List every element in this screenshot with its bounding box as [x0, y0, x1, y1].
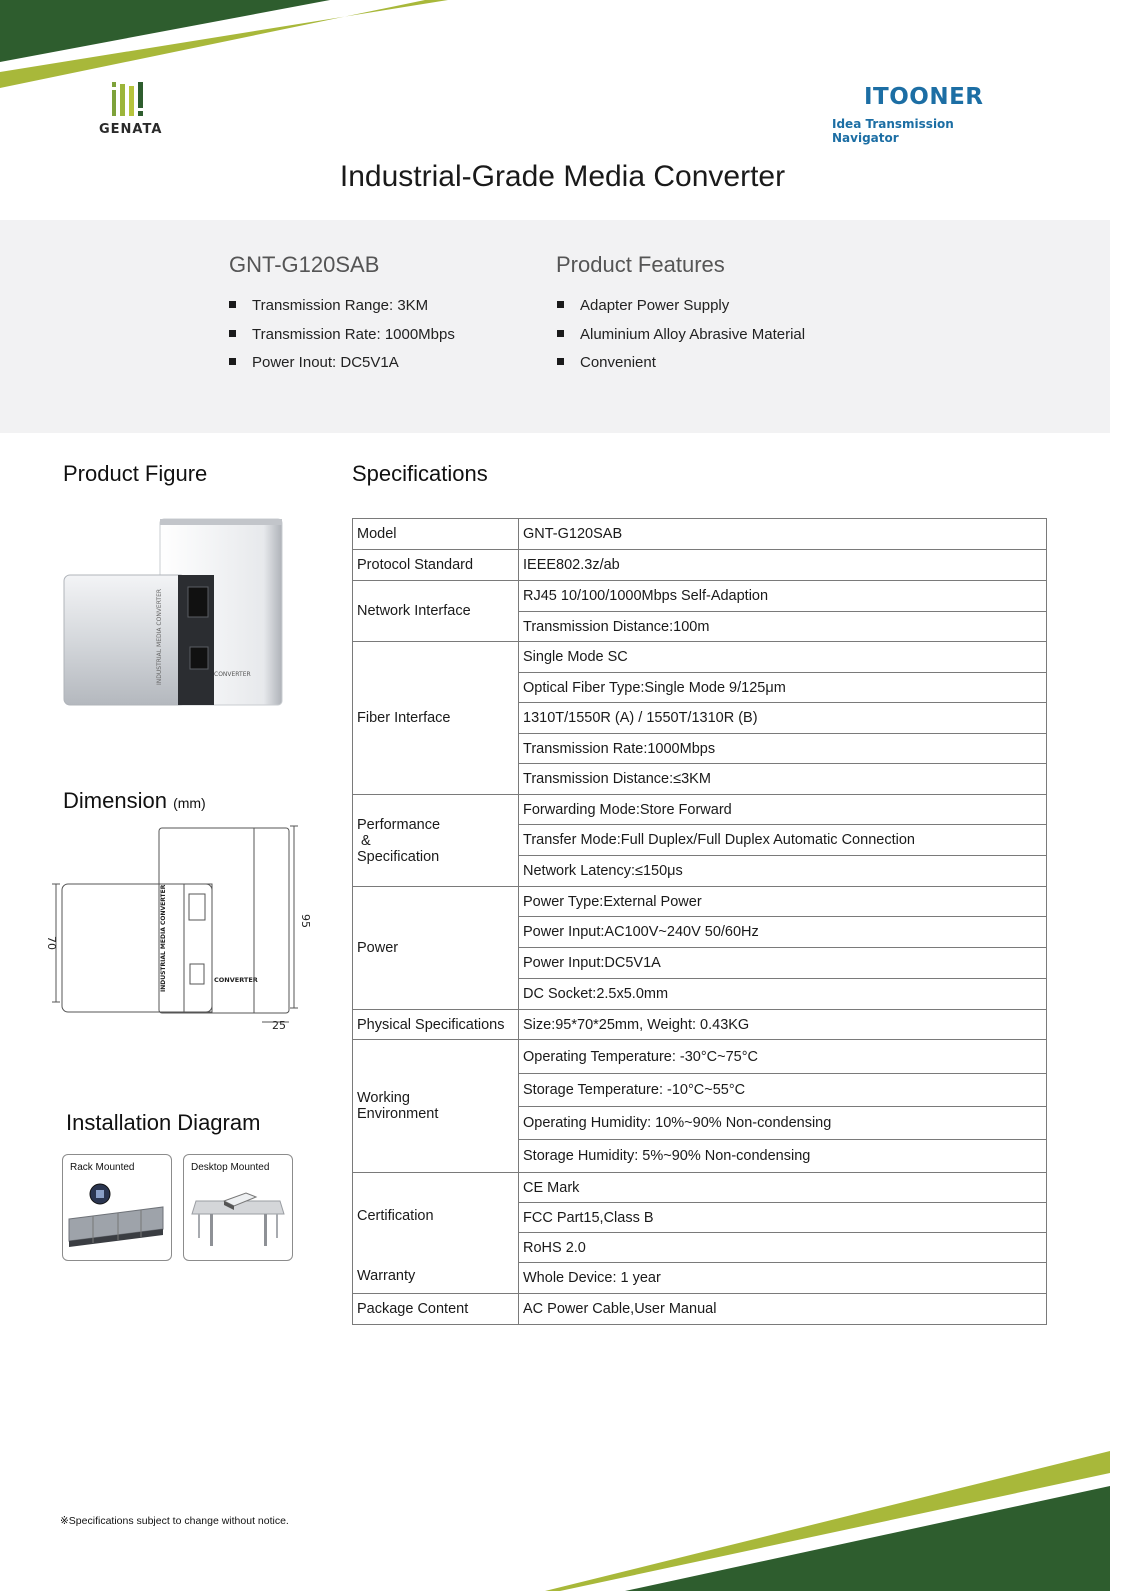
- top-decor-stripes: [0, 0, 460, 95]
- rj45-port-bottom: [190, 647, 208, 669]
- product-figure-heading: Product Figure: [63, 461, 208, 486]
- spec-key-line: Environment: [357, 1106, 439, 1122]
- product-photo: [60, 515, 300, 715]
- spec-value: Forwarding Mode:Store Forward: [519, 795, 1047, 825]
- spec-key: Fiber Interface: [353, 642, 519, 795]
- table-row: [353, 642, 1047, 673]
- spec-key: Protocol Standard: [353, 550, 519, 581]
- table-row: [353, 1040, 1047, 1074]
- genata-logo: [96, 82, 166, 138]
- overview-band: [0, 220, 1110, 433]
- device-side-label: INDUSTRIAL MEDIA CONVERTER: [156, 588, 163, 685]
- bottom-dark-green-stripe: [625, 1486, 1110, 1591]
- dim-depth-value: 25: [272, 1019, 286, 1032]
- rack-mounted-card: [62, 1154, 172, 1261]
- table-row: [353, 1173, 1047, 1203]
- spec-value: FCC Part15,Class B: [519, 1203, 1047, 1233]
- list-item: [557, 354, 805, 383]
- table-row: [353, 550, 1047, 581]
- spec-key-warranty: Warranty: [357, 1268, 416, 1284]
- list-item: [229, 354, 455, 383]
- feature-text: Aluminium Alloy Abrasive Material: [580, 325, 806, 343]
- spec-key: Network Interface: [353, 581, 519, 642]
- spec-key: [353, 1040, 519, 1173]
- spec-value: Single Mode SC: [519, 642, 1047, 673]
- spec-value: Operating Humidity: 10%~90% Non-condensing: [519, 1107, 1047, 1140]
- table-row: [353, 795, 1047, 825]
- features-heading: Product Features: [556, 252, 725, 277]
- spec-value: RoHS 2.0: [519, 1233, 1047, 1263]
- spec-key: Physical Specifications: [353, 1010, 519, 1040]
- spec-key: [353, 795, 519, 887]
- dim-width-value: 70: [45, 936, 58, 950]
- spec-value: Transmission Rate:1000Mbps: [519, 734, 1047, 764]
- spec-value: Storage Temperature: -10°C~55°C: [519, 1074, 1047, 1107]
- port-outline-bottom: [190, 964, 204, 984]
- square-bullet-icon: [229, 301, 236, 308]
- features-list: [557, 297, 805, 383]
- list-item: [229, 297, 455, 326]
- spec-value: Operating Temperature: -30°C~75°C: [519, 1040, 1047, 1074]
- specifications-table: [352, 518, 1047, 1325]
- dimension-unit: (mm): [173, 795, 206, 811]
- footnote: ※Specifications subject to change without notice.: [60, 1515, 289, 1527]
- spec-value: Whole Device: 1 year: [519, 1263, 1047, 1294]
- list-item: [557, 326, 805, 355]
- spec-value: Storage Humidity: 5%~90% Non-condensing: [519, 1140, 1047, 1173]
- rj45-port-top: [188, 587, 208, 617]
- square-bullet-icon: [229, 330, 236, 337]
- bottom-decor-stripes: [545, 1451, 1125, 1591]
- desktop-mounted-card: [183, 1154, 293, 1261]
- dimension-heading: [63, 788, 206, 814]
- desktop-illustration: [184, 1179, 292, 1259]
- model-point-text: Power Inout: DC5V1A: [252, 354, 399, 371]
- spec-value: GNT-G120SAB: [519, 519, 1047, 550]
- spec-value: 1310T/1550R (A) / 1550T/1310R (B): [519, 703, 1047, 734]
- spec-key-line: Performance: [357, 816, 441, 833]
- rack-illustration: [63, 1179, 171, 1259]
- spec-key-certification: Certification: [357, 1208, 434, 1224]
- spec-value: CE Mark: [519, 1173, 1047, 1203]
- spec-value: RJ45 10/100/1000Mbps Self-Adaption: [519, 581, 1047, 612]
- device-front-label: CONVERTER: [214, 671, 251, 678]
- square-bullet-icon: [557, 330, 564, 337]
- spec-key-line: &: [357, 832, 371, 849]
- model-point-text: Transmission Range: 3KM: [252, 297, 429, 314]
- model-heading: GNT-G120SAB: [229, 252, 380, 277]
- spec-key-line: Specification: [357, 848, 440, 865]
- spec-value: Power Input:DC5V1A: [519, 948, 1047, 979]
- dim-side-label: INDUSTRIAL MEDIA CONVERTER: [160, 884, 167, 992]
- dimension-heading-text: Dimension: [63, 788, 167, 813]
- dimension-drawing: [44, 822, 314, 1037]
- square-bullet-icon: [229, 358, 236, 365]
- spec-value: Transfer Mode:Full Duplex/Full Duplex Automatic Connection: [519, 825, 1047, 856]
- spec-value: Transmission Distance:100m: [519, 612, 1047, 642]
- itooner-logo-text: ITOONER: [864, 84, 984, 110]
- itooner-tagline: Idea Transmission Navigator: [832, 117, 954, 145]
- spec-value: IEEE802.3z/ab: [519, 550, 1047, 581]
- back-unit-outline: [159, 828, 289, 1013]
- list-item: [229, 326, 455, 355]
- installation-heading: Installation Diagram: [66, 1110, 261, 1135]
- spec-key: Model: [353, 519, 519, 550]
- itooner-logo: [832, 84, 1017, 145]
- table-row: [353, 1010, 1047, 1040]
- table-row: [353, 581, 1047, 612]
- port-outline-top: [189, 894, 205, 920]
- spec-value: Optical Fiber Type:Single Mode 9/125μm: [519, 673, 1047, 703]
- square-bullet-icon: [557, 301, 564, 308]
- list-item: [557, 297, 805, 326]
- spec-key: Package Content: [353, 1294, 519, 1325]
- front-unit: [64, 575, 186, 705]
- desktop-mounted-label: Desktop Mounted: [191, 1162, 270, 1173]
- table-row: [353, 1294, 1047, 1325]
- feature-text: Adapter Power Supply: [580, 297, 730, 314]
- spec-value: Power Input:AC100V~240V 50/60Hz: [519, 917, 1047, 948]
- back-unit-top-edge: [160, 519, 282, 525]
- square-bullet-icon: [557, 358, 564, 365]
- model-point-text: Transmission Rate: 1000Mbps: [252, 325, 455, 343]
- specifications-heading: Specifications: [352, 461, 488, 486]
- genata-logo-text: GENATA: [99, 122, 163, 137]
- rack-mounted-label: Rack Mounted: [70, 1162, 135, 1173]
- genata-logo-mark: [112, 82, 152, 118]
- spec-value: DC Socket:2.5x5.0mm: [519, 979, 1047, 1010]
- dim-height-value: 95: [299, 914, 312, 928]
- model-points-list: [229, 297, 455, 383]
- spec-value: Network Latency:≤150μs: [519, 856, 1047, 887]
- spec-key: [353, 1173, 519, 1294]
- spec-value: Size:95*70*25mm, Weight: 0.43KG: [519, 1010, 1047, 1040]
- feature-text: Convenient: [580, 354, 656, 371]
- spec-key: Power: [353, 887, 519, 1010]
- dim-front-label: CONVERTER: [214, 976, 258, 984]
- spec-key-line: Working: [357, 1090, 410, 1106]
- table-row: [353, 519, 1047, 550]
- spec-value: AC Power Cable,User Manual: [519, 1294, 1047, 1325]
- spec-value: Power Type:External Power: [519, 887, 1047, 917]
- document-title: Industrial-Grade Media Converter: [339, 160, 786, 193]
- table-row: [353, 887, 1047, 917]
- spec-value: Transmission Distance:≤3KM: [519, 764, 1047, 795]
